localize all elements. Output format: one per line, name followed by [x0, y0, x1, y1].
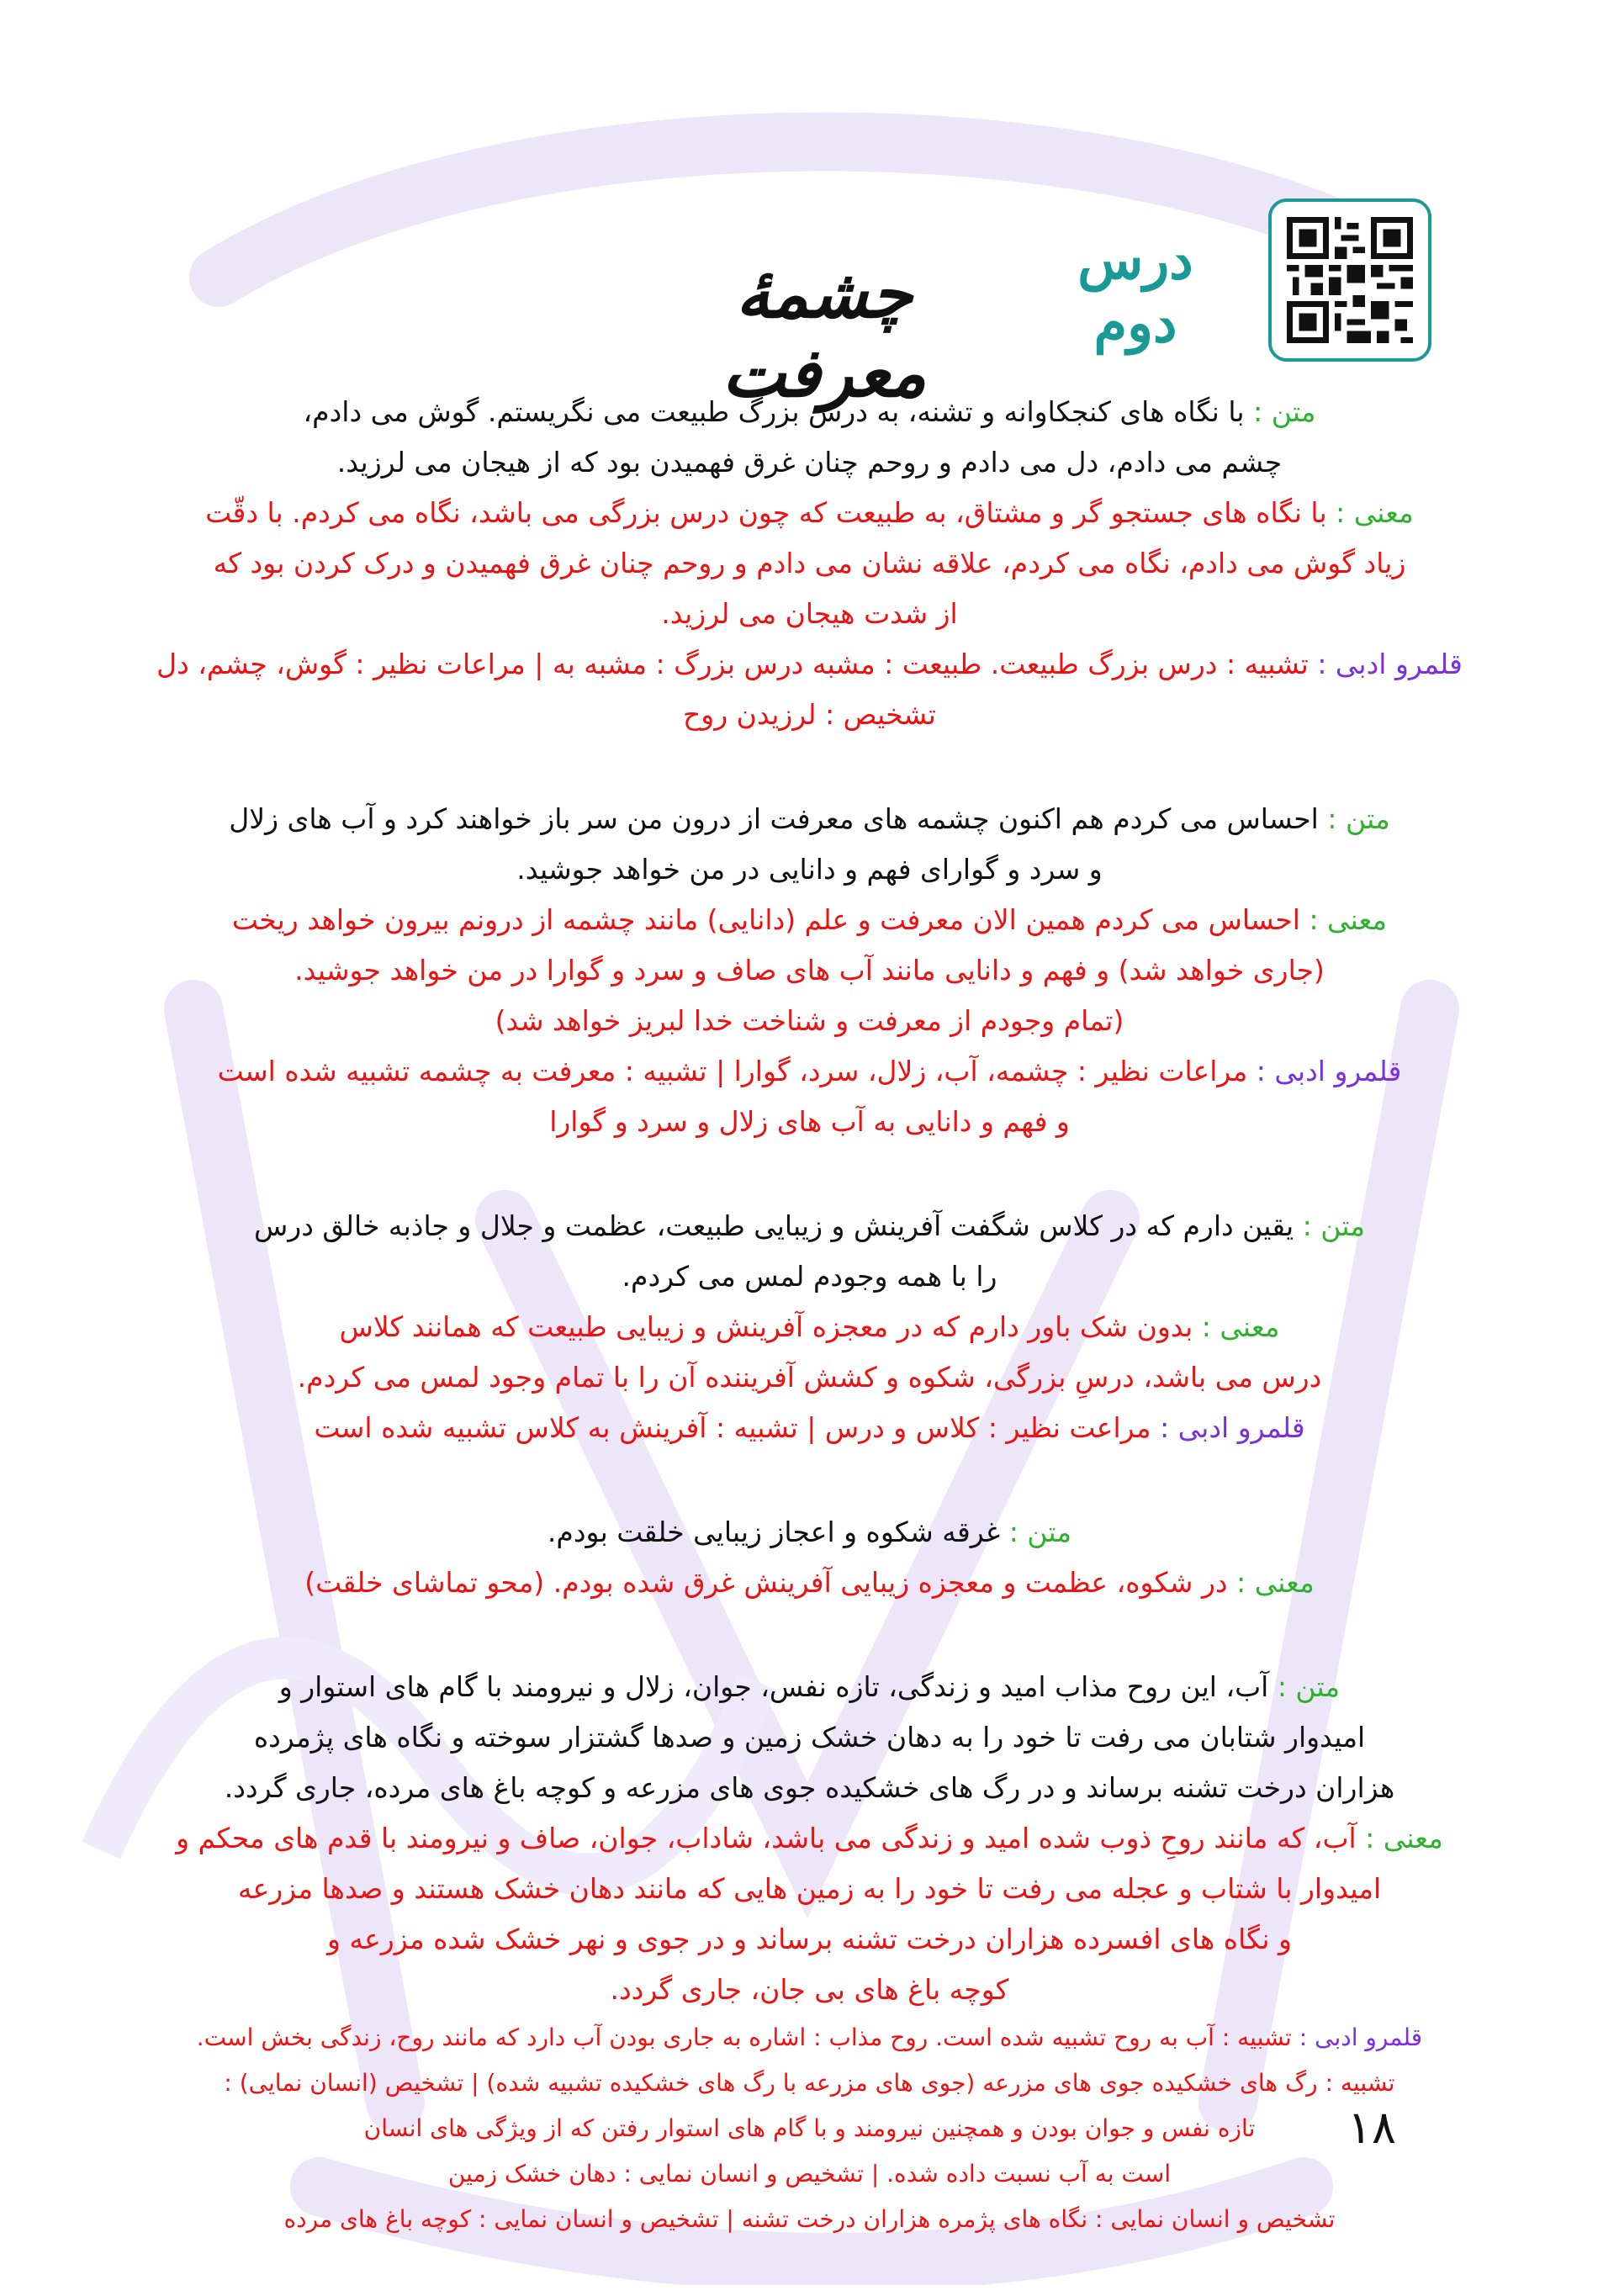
mana-label: معنی :: [1365, 1822, 1443, 1854]
mana-line: معنی : بدون شک باور دارم که در معجزه آفرینش و زیبایی طبیعت که همانند کلاس: [339, 1310, 1280, 1343]
matn-line: و سرد و گوارای فهم و دانایی در من خواهد جوشید.: [516, 853, 1103, 886]
matn-line: متن : آب، این روح مذاب امید و زندگی، تازه نفس، جوان، زلال و نیرومند با گام های استوار و: [278, 1670, 1341, 1703]
mana-label: معنی :: [1309, 903, 1388, 936]
text-block-3: [25, 1201, 1594, 1453]
matn-line: متن : احساس می کردم هم اکنون چشمه های معرفت از درون من سر باز خواهند کرد و آب های زلال: [229, 802, 1390, 835]
text-block-5: [25, 1662, 1594, 2242]
literary-line: است به آب نسبت داده شده. | تشخیص و انسان نمایی : دهان خشک زمین: [447, 2160, 1172, 2188]
qr-code[interactable]: [1268, 198, 1431, 362]
lesson-content: [25, 387, 1594, 2296]
mana-line: از شدت هیجان می لرزید.: [661, 597, 958, 630]
lesson-number: درس دوم: [1077, 229, 1193, 355]
matn-line: امیدوار شتابان می رفت تا خود را به دهان خشک زمین و صدها گشتزار سوخته و نگاه های پژمرده: [253, 1721, 1366, 1754]
mana-label: معنی :: [1201, 1310, 1280, 1343]
literary-label: قلمرو ادبی :: [1317, 648, 1463, 680]
literary-label: قلمرو ادبی :: [1256, 1055, 1402, 1087]
matn-line: هزاران درخت تشنه برساند و در رگ های خشکیده جوی های مزرعه و کوچه باغ های مرده، جاری گردد.: [224, 1771, 1395, 1804]
qr-code-icon: [1287, 217, 1413, 343]
literary-line: قلمرو ادبی : مراعات نظیر : چشمه، آب، زلال، سرد، گوارا | تشبیه : معرفت به چشمه تشبیه شده است: [217, 1055, 1402, 1087]
mana-line: (تمام وجودم از معرفت و شناخت خدا لبریز خواهد شد): [495, 1004, 1124, 1037]
mana-line: کوچه باغ های بی جان، جاری گردد.: [610, 1973, 1009, 2006]
mana-label: معنی :: [1236, 1566, 1315, 1599]
mana-line: زیاد گوش می دادم، نگاه می کردم، علاقه نشان می دادم و روحم چنان غرق فهمیدن و درک کردن بود که: [213, 547, 1406, 579]
mana-line: امیدوار با شتاب و عجله می رفت تا خود را به زمین هایی که مانند دهان خشک هستند و صدها مزرعه: [237, 1872, 1382, 1905]
literary-line: قلمرو ادبی : تشبیه : درس بزرگ طبیعت. طبیعت : مشبه درس بزرگ : مشبه به | مراعات نظیر : گوش، چشم، دل: [156, 648, 1463, 680]
matn-label: متن :: [1253, 395, 1316, 428]
literary-line: و فهم و دانایی به آب های زلال و سرد و گوارا: [549, 1105, 1070, 1138]
matn-line: متن : غرقه شکوه و اعجاز زیبایی خلقت بودم.: [547, 1516, 1072, 1548]
literary-line: قلمرو ادبی : مراعت نظیر : کلاس و درس | تشبیه : آفرینش به کلاس تشبیه شده است: [314, 1411, 1305, 1444]
matn-label: متن :: [1302, 1209, 1366, 1242]
literary-label: قلمرو ادبی :: [1160, 1411, 1305, 1444]
page-number: ۱۸: [1347, 2101, 1397, 2154]
mana-line: معنی : با نگاه های جستجو گر و مشتاق، به طبیعت که چون درس بزرگی می باشد، نگاه می کردم. با دقّت: [205, 496, 1414, 529]
matn-line: متن : یقین دارم که در کلاس شگفت آفرینش و زیبایی طبیعت، عظمت و جلال و جاذبه خالق درس: [253, 1209, 1366, 1242]
mana-line: معنی : احساس می کردم همین الان معرفت و علم (دانایی) مانند چشمه از درونم بیرون خواهد ریخت: [231, 903, 1388, 936]
literary-line: قلمرو ادبی : تشبیه : آب به روح تشبیه شده است. روح مذاب : اشاره به جاری بودن آب دارد که مانند روح، زندگی بخش است.: [196, 2024, 1423, 2051]
mana-line: درس می باشد، درسِ بزرگی، شکوه و کشش آفریننده آن را با تمام وجود لمس می کردم.: [297, 1361, 1322, 1394]
literary-label: قلمرو ادبی :: [1299, 2024, 1423, 2051]
matn-label: متن :: [1277, 1670, 1341, 1703]
literary-line: تشبیه : رگ های خشکیده جوی های مزرعه (جوی های مزرعه با رگ های خشکیده تشبیه شده) | تشخیص (انسان نمایی) :: [224, 2069, 1395, 2097]
matn-label: متن :: [1008, 1516, 1072, 1548]
matn-line: چشم می دادم، دل می دادم و روحم چنان غرق فهمیدن بود که از هیجان می لرزید.: [336, 446, 1283, 479]
literary-line: تازه نفس و جوان بودن و همچنین نیرومند و با گام های استوار رفتن که از ویژگی های انسان: [363, 2114, 1256, 2142]
text-block-2: [25, 794, 1594, 1147]
mana-line: معنی : آب، که مانند روحِ ذوب شده امید و زندگی می باشد، شاداب، جوان، صاف و نیرومند با قدم های محکم و: [176, 1822, 1443, 1854]
mana-label: معنی :: [1336, 496, 1414, 529]
lesson-title: چشمهٔ معرفت: [722, 254, 927, 412]
literary-line: تشخیص : لرزیدن روح: [682, 698, 936, 731]
mana-line: (جاری خواهد شد) و فهم و دانایی مانند آب های صاف و سرد و گوارا در من خواهد جوشید.: [294, 954, 1325, 987]
matn-line: را با همه وجودم لمس می کردم.: [622, 1260, 997, 1293]
mana-line: معنی : در شکوه، عظمت و معجزه زیبایی آفرینش غرق شده بودم. (محو تماشای خلقت): [304, 1566, 1315, 1599]
literary-line: تشخیص و انسان نمایی : نگاه های پژمره هزاران درخت تشنه | تشخیص و انسان نمایی : کوچه باغ های مرده: [283, 2205, 1336, 2233]
mana-line: و نگاه های افسرده هزاران درخت تشنه برساند و در جوی و نهر خشک شده مزرعه و: [327, 1923, 1292, 1955]
matn-line: متن : با نگاه های کنجکاوانه و تشنه، به درس بزرگ طبیعت می نگریستم. گوش می دادم،: [303, 395, 1316, 428]
matn-label: متن :: [1327, 802, 1390, 835]
text-block-1: [25, 387, 1594, 740]
text-block-4: [25, 1507, 1594, 1608]
